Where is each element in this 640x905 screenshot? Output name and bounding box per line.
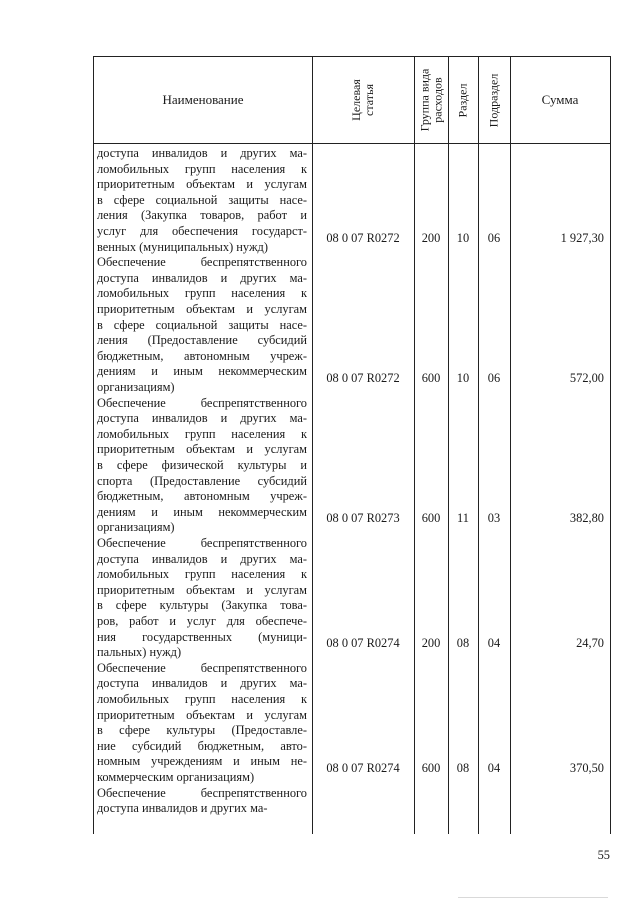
- description-line: организациям): [97, 520, 175, 535]
- row-subsection: 06: [487, 230, 501, 245]
- row-section: 08: [456, 761, 470, 775]
- description-line: дениям и иным некоммерческим: [97, 504, 307, 519]
- description-line: в сфере социальной защиты насе-: [97, 192, 307, 207]
- row-description: [97, 661, 307, 786]
- description-line: Обеспечение беспрепятственного: [97, 785, 307, 800]
- description-line: ломобильных групп населения к: [97, 286, 307, 301]
- row-expense-group: 600: [421, 371, 441, 385]
- table-left-border: [93, 56, 94, 834]
- column-divider: [448, 56, 449, 834]
- header-group-line: Группа вида: [417, 68, 431, 132]
- description-line: в сфере социальной защиты насе-: [97, 317, 307, 332]
- description-line: доступа инвалидов и других ма-: [97, 676, 307, 691]
- page-number: 55: [597, 848, 610, 862]
- description-line: Обеспечение беспрепятственного: [97, 536, 307, 550]
- description-line: услуг для обеспечения государст-: [97, 223, 307, 238]
- description-line: ломобильных групп населения к: [97, 691, 307, 706]
- row-target-code: 08 0 07 R0272: [326, 230, 400, 245]
- description-line: Обеспечение беспрепятственного: [97, 255, 307, 270]
- row-sum: 370,50: [569, 761, 604, 775]
- row-target-code: 08 0 07 R0274: [326, 636, 400, 651]
- header-subsection-cell: [478, 57, 510, 143]
- header-name: Наименование: [162, 92, 244, 107]
- description-line: доступа инвалидов и других ма-: [97, 801, 268, 816]
- description-line: ления (Закупка товаров, работ и: [97, 208, 307, 223]
- description-line: приоритетным объектам и услугам: [97, 442, 307, 457]
- table-header-bottom-border: [93, 143, 611, 144]
- row-sum: 1 927,30: [560, 230, 604, 245]
- row-expense-group: 600: [421, 511, 441, 526]
- row-section: 08: [456, 636, 470, 651]
- header-sum: Сумма: [541, 92, 579, 107]
- column-divider: [510, 56, 511, 834]
- header-group-line: расходов: [430, 77, 444, 123]
- description-line: приоритетным объектам и услугам: [97, 582, 307, 597]
- description-line: организациям): [97, 379, 175, 394]
- row-target-code: 08 0 07 R0273: [326, 511, 400, 526]
- row-section: 10: [456, 371, 470, 385]
- row-subsection: 04: [487, 636, 501, 651]
- description-line: ления (Предоставление субсидий: [97, 333, 307, 348]
- column-divider: [414, 56, 415, 834]
- row-section: 10: [456, 230, 470, 245]
- description-line: приоритетным объектам и услугам: [97, 707, 307, 722]
- column-divider: [312, 56, 313, 834]
- description-line: ние субсидий бюджетным, авто-: [97, 738, 307, 753]
- row-description: [97, 396, 307, 536]
- table-right-border: [610, 56, 611, 834]
- description-line: доступа инвалидов и других ма-: [97, 146, 307, 160]
- description-line: номным учреждениям и иным не-: [97, 754, 307, 769]
- description-line: в сфере культуры (Закупка това-: [97, 598, 307, 613]
- description-line: коммерческим организациям): [97, 769, 255, 784]
- row-sum: 572,00: [569, 371, 604, 385]
- row-description: [97, 255, 307, 395]
- footer-scan-mark: [458, 897, 608, 898]
- description-line: ломобильных групп населения к: [97, 567, 307, 582]
- description-line: доступа инвалидов и других ма-: [97, 411, 307, 426]
- description-line: ломобильных групп населения к: [97, 426, 307, 441]
- description-line: бюджетным, автономным учреж-: [97, 489, 307, 504]
- description-line: бюджетным, автономным учреж-: [97, 348, 307, 363]
- row-expense-group: 600: [421, 761, 441, 775]
- description-line: ломобильных групп населения к: [97, 161, 307, 176]
- row-target-code: 08 0 07 R0272: [326, 371, 400, 385]
- description-line: в сфере физической культуры и: [97, 457, 307, 472]
- description-line: ния государственных (муници-: [97, 629, 307, 644]
- description-line: приоритетным объектам и услугам: [97, 301, 307, 316]
- row-target-code: 08 0 07 R0274: [326, 761, 400, 775]
- description-line: пальных) нужд): [97, 645, 182, 660]
- row-sum: 24,70: [576, 636, 604, 651]
- row-section: 11: [457, 511, 469, 526]
- row-description: [97, 536, 307, 661]
- header-group-cell: [414, 57, 448, 143]
- description-line: доступа инвалидов и других ма-: [97, 551, 307, 566]
- column-divider: [478, 56, 479, 834]
- header-group: [418, 69, 444, 132]
- header-subsection: Подраздел: [486, 73, 501, 127]
- description-line: дениям и иным некоммерческим: [97, 364, 307, 379]
- row-sum: 382,80: [569, 511, 604, 526]
- row-expense-group: 200: [421, 636, 441, 651]
- description-line: Обеспечение беспрепятственного: [97, 395, 307, 410]
- header-section-cell: [448, 57, 478, 143]
- description-line: доступа инвалидов и других ма-: [97, 270, 307, 285]
- row-description: [97, 786, 307, 817]
- description-line: спорта (Предоставление субсидий: [97, 473, 307, 488]
- header-target-line: Целевая: [348, 79, 363, 121]
- header-target-cell: [312, 57, 414, 143]
- row-description: [97, 146, 307, 255]
- header-target-line: статья: [361, 84, 376, 116]
- row-subsection: 03: [487, 511, 501, 526]
- description-line: венных (муниципальных) нужд): [97, 239, 268, 254]
- description-line: приоритетным объектам и услугам: [97, 177, 307, 192]
- description-line: ров, работ и услуг для обеспече-: [97, 613, 307, 628]
- header-target: [350, 79, 376, 121]
- row-subsection: 04: [487, 761, 501, 775]
- row-subsection: 06: [487, 371, 501, 385]
- description-line: Обеспечение беспрепятственного: [97, 660, 307, 675]
- description-line: в сфере культуры (Предоставле-: [97, 723, 307, 738]
- row-expense-group: 200: [421, 230, 441, 245]
- header-section: Раздел: [455, 83, 470, 117]
